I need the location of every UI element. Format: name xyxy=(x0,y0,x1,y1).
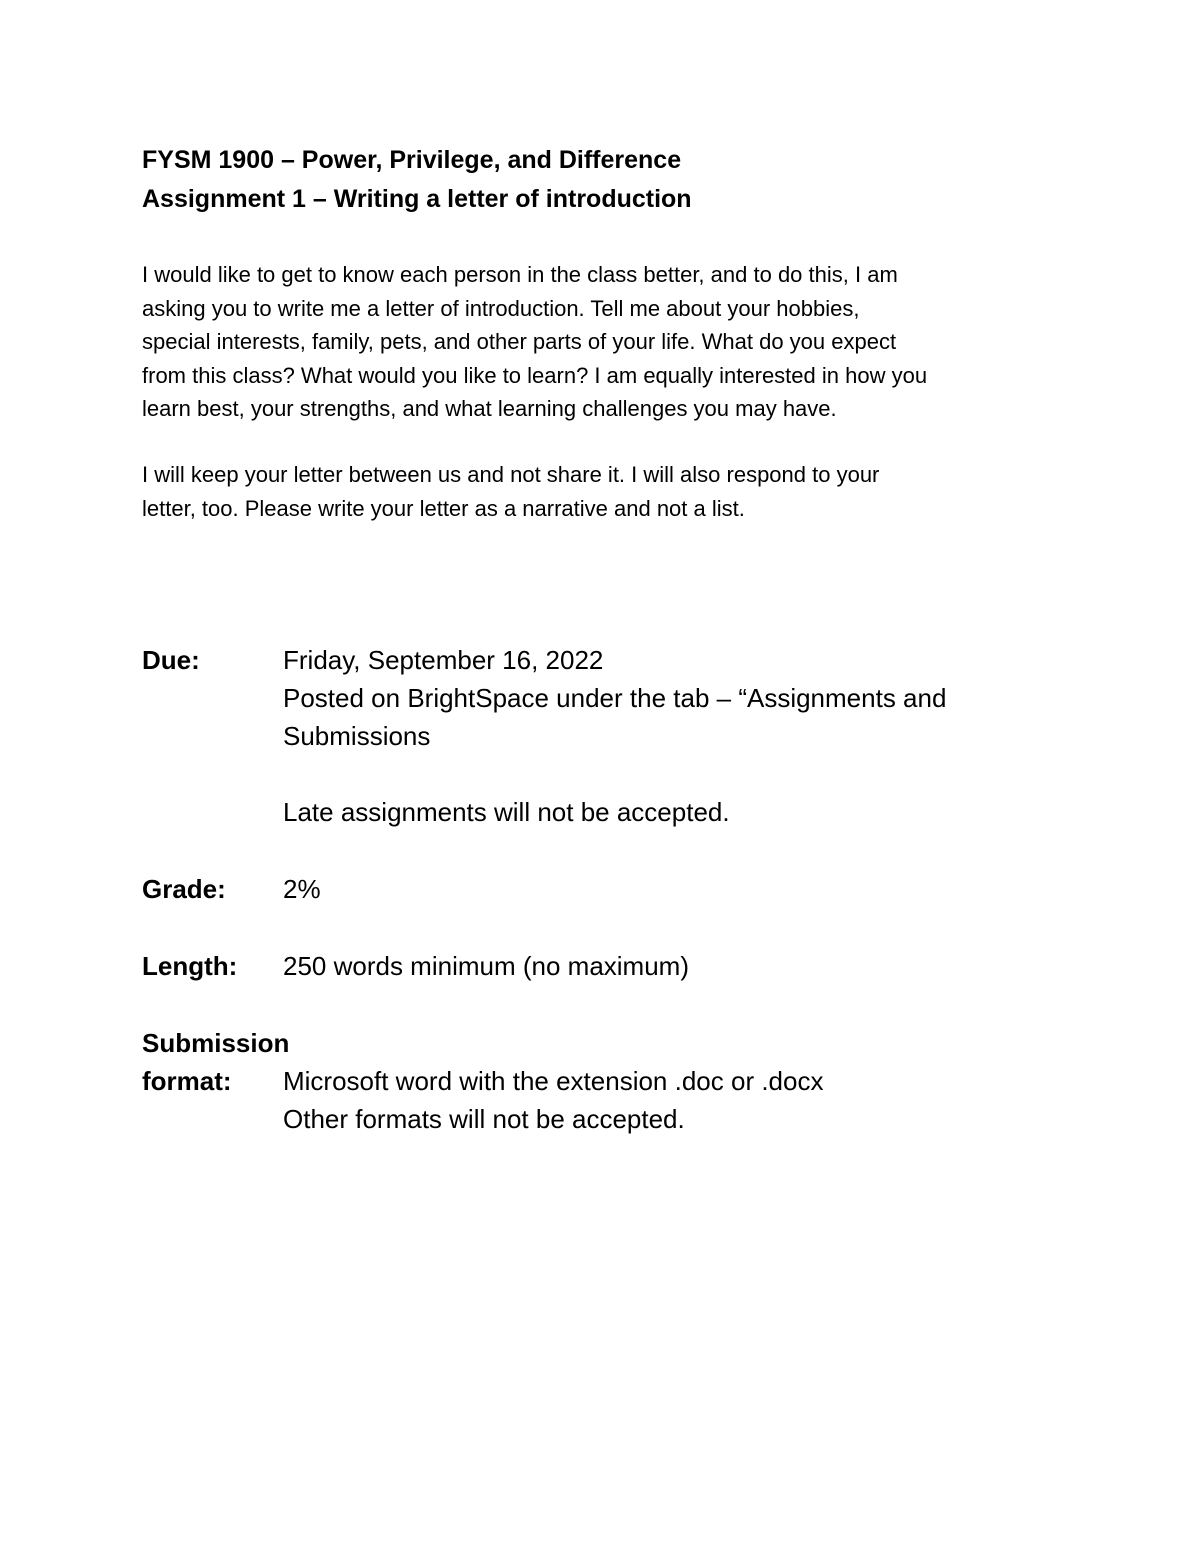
late-policy-note: Late assignments will not be accepted. xyxy=(283,797,730,827)
intro-line: special interests, family, pets, and other parts of your life. What do you expect xyxy=(142,329,897,355)
privacy-line: I will keep your letter between us and not share it. I will also respond to your xyxy=(142,462,880,487)
file-format-requirement: Microsoft word with the extension .doc or .docx xyxy=(283,1066,824,1096)
length-label: Length: xyxy=(142,951,238,981)
intro-line: asking you to write me a letter of introduction. Tell me about your hobbies, xyxy=(142,295,860,321)
length-value: 250 words minimum (no maximum) xyxy=(283,951,689,981)
due-date: Friday, September 16, 2022 xyxy=(283,645,604,675)
due-location: Posted on BrightSpace under the tab – “Assignments and xyxy=(283,683,947,713)
privacy-paragraph xyxy=(142,458,1072,525)
due-location-continued: Submissions xyxy=(283,721,431,751)
intro-line: from this class? What would you like to learn? I am equally interested in how you xyxy=(142,362,928,388)
assignment-title: Assignment 1 – Writing a letter of introduction xyxy=(142,185,692,213)
format-label-line: format: xyxy=(142,1066,232,1096)
intro-paragraph xyxy=(142,258,1072,426)
grade-label: Grade: xyxy=(142,874,226,904)
submission-label-line: Submission xyxy=(142,1028,290,1058)
other-formats-note: Other formats will not be accepted. xyxy=(283,1104,685,1134)
grade-value: 2% xyxy=(283,874,321,904)
privacy-line: letter, too. Please write your letter as a narrative and not a list. xyxy=(142,495,745,521)
course-title: FYSM 1900 – Power, Privilege, and Difference xyxy=(142,146,682,174)
submission-format-value xyxy=(283,1062,823,1138)
intro-line: I would like to get to know each person in the class better, and to do this, I am xyxy=(142,262,898,287)
due-label: Due: xyxy=(142,645,200,675)
due-value xyxy=(283,641,946,755)
submission-format-label xyxy=(142,1024,289,1100)
intro-line: learn best, your strengths, and what learning challenges you may have. xyxy=(142,396,837,422)
